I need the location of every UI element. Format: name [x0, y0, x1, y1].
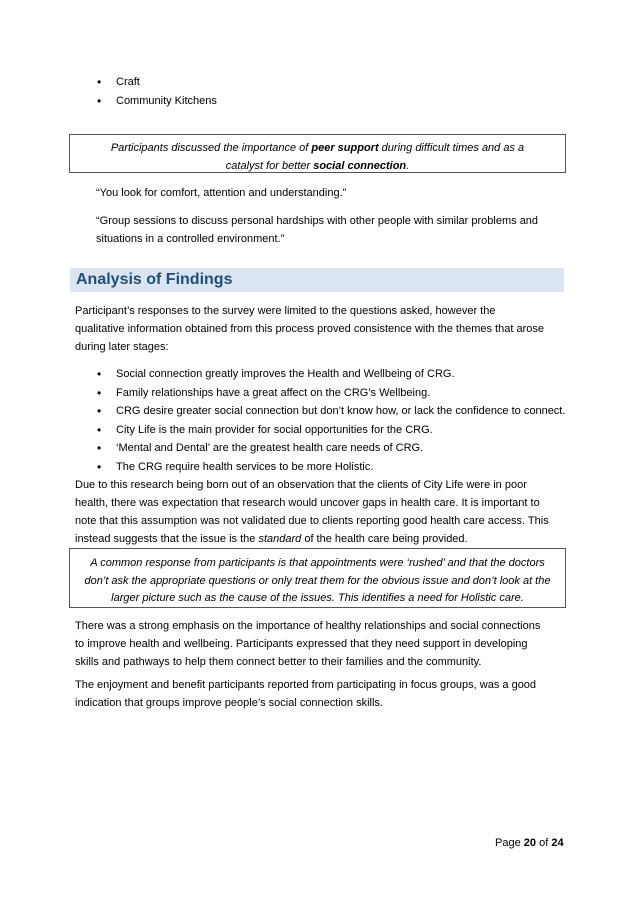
quote-group-sessions: “Group sessions to discuss personal hardships with other people with similar problems and situations in a controlled environment.”	[96, 215, 539, 245]
research-text-post: of the health care being provided.	[301, 533, 468, 545]
quote-comfort: “You look for comfort, attention and understanding.”	[96, 187, 347, 199]
top-bullet-list	[97, 73, 557, 110]
section-heading: Analysis of Findings	[70, 268, 564, 292]
finding-item: • ‘Mental and Dental’ are the greatest health care needs of CRG.	[97, 439, 567, 458]
research-text-pre: Due to this research being born out of an observation that the clients of City Life were in poor health, there was expectation that research would uncover gaps in health care. It is important to note that this assumption was not validated due to clients reporting good health care access. This instead suggests that the issue is the	[75, 479, 549, 545]
callout-bold-social-connection: social connection	[313, 159, 407, 172]
research-paragraph	[75, 476, 550, 548]
emphasis-paragraph: There was a strong emphasis on the importance of healthy relationships and social connections to improve health and wellbeing. Participants expressed that they need support in developing skills and pathways to help them connect better to their families and the community.	[75, 620, 541, 668]
intro-paragraph: Participant’s responses to the survey were limited to the questions asked, however the qualitative information obtained from this process proved consistence with the themes that arose during later stages:	[75, 305, 544, 353]
footer-of-word: of	[539, 837, 549, 849]
callout-text-post: .	[406, 159, 410, 172]
list-item: • Community Kitchens	[97, 92, 557, 111]
peer-support-callout	[69, 134, 566, 173]
page-number-footer	[495, 837, 564, 849]
callout-bold-peer-support: peer support	[311, 142, 379, 154]
callout-text-pre: Participants discussed the importance of	[110, 142, 312, 154]
finding-item: • Social connection greatly improves the Health and Wellbeing of CRG.	[97, 365, 567, 384]
footer-page-word: Page	[495, 837, 521, 849]
footer-current-page: 20	[523, 837, 537, 849]
finding-item: • Family relationships have a great affect on the CRG’s Wellbeing.	[97, 384, 567, 403]
finding-item: • The CRG require health services to be more Holistic.	[97, 458, 567, 477]
list-item: • Craft	[97, 73, 557, 92]
enjoyment-paragraph: The enjoyment and benefit participants reported from participating in focus groups, was a good indication that groups improve people’s social connection skills.	[75, 679, 537, 709]
callout-text-mid: during difficult times and as a catalyst for better	[225, 142, 525, 172]
research-italic-standard: standard	[258, 533, 302, 545]
finding-item: • CRG desire greater social connection but don’t know how, or lack the confidence to connect.	[97, 402, 567, 421]
findings-list	[97, 365, 567, 476]
holistic-care-callout: A common response from participants is that appointments were ‘rushed’ and that the doctors don’t ask the appropriate questions or only treat them for the obvious issue and don’t look at the larger picture such as the cause of the issues. This identifies a need for Holistic care.	[69, 548, 566, 608]
finding-item: • City Life is the main provider for social opportunities for the CRG.	[97, 421, 567, 440]
footer-total-pages: 24	[551, 837, 564, 849]
